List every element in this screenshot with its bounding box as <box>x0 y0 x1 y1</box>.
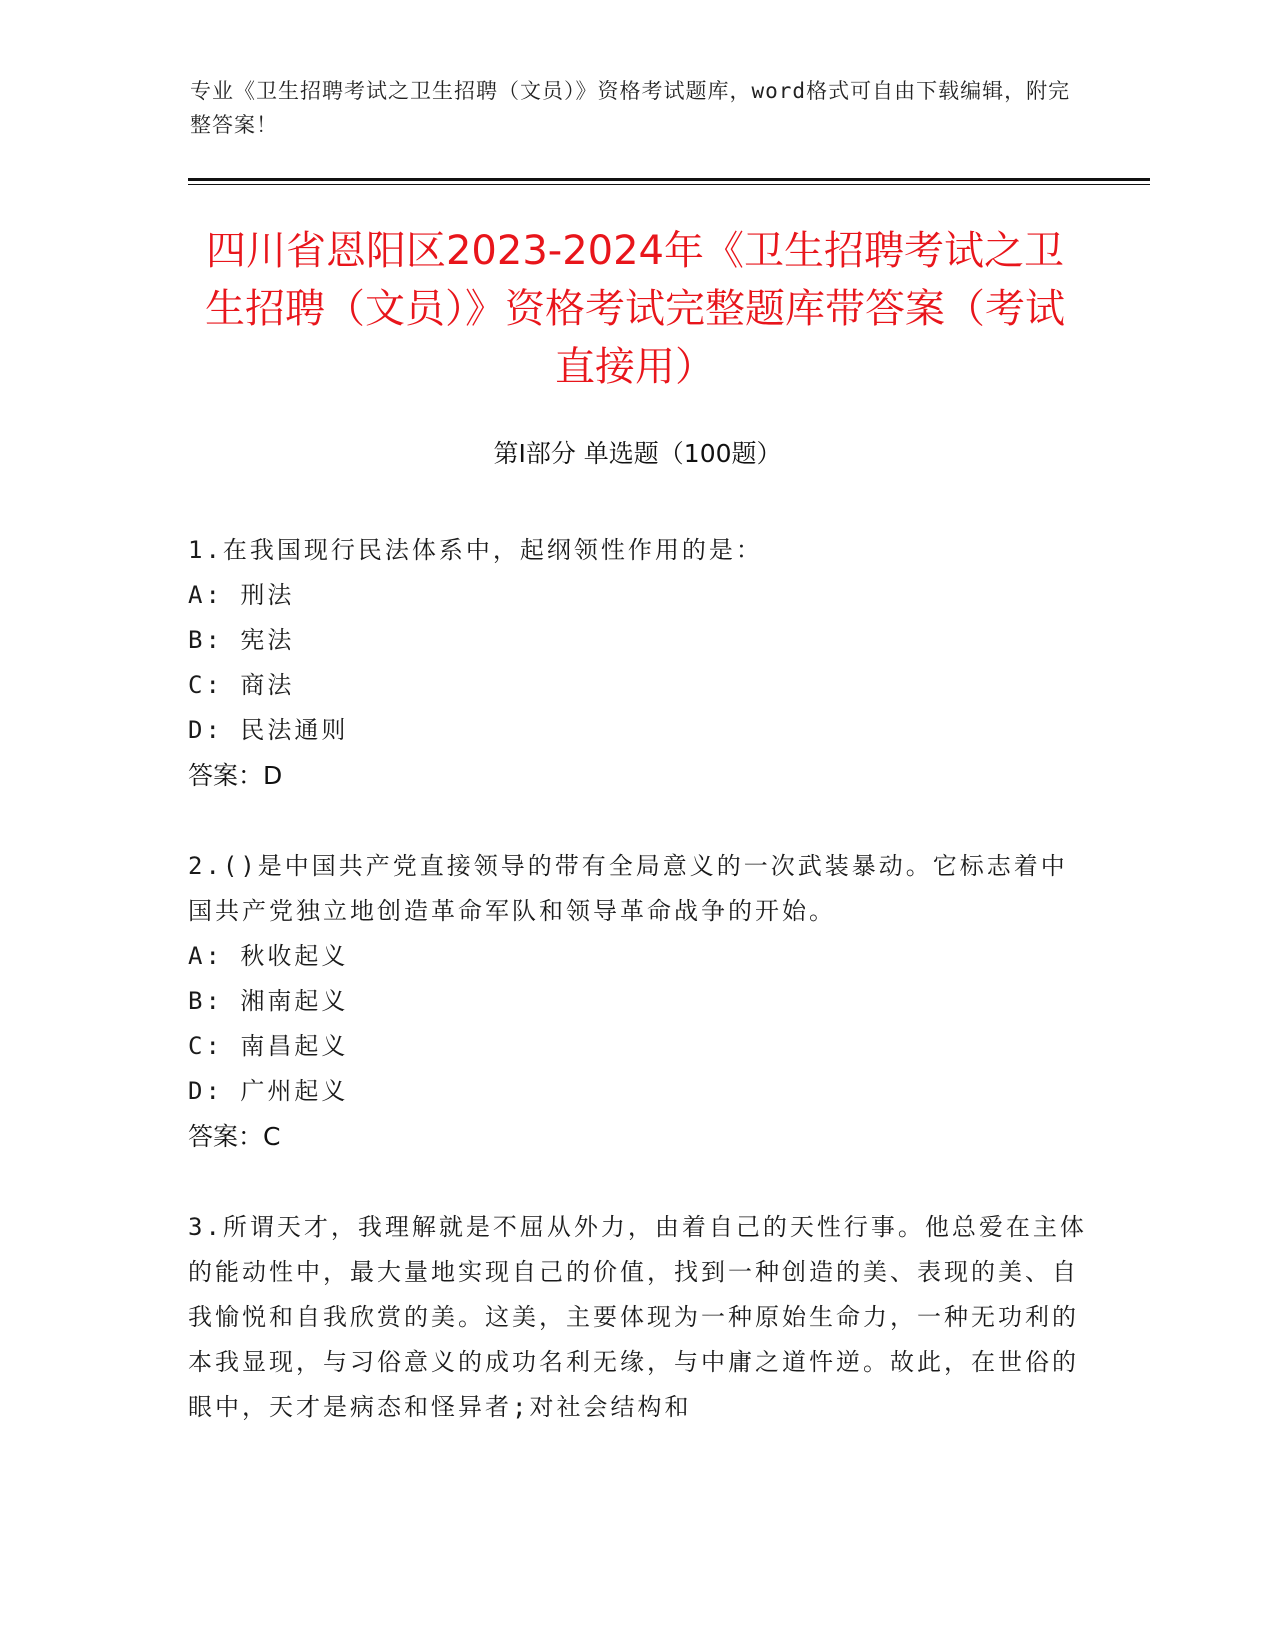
question-list <box>188 528 1088 1430</box>
question-option-b: B: 湘南起义 <box>188 987 349 1015</box>
header-note: 专业《卫生招聘考试之卫生招聘（文员）》资格考试题库，word格式可自由下载编辑，附完整答案！ <box>190 79 1071 137</box>
document-title: 四川省恩阳区2023-2024年《卫生招聘考试之卫生招聘（文员）》资格考试完整题库带答案（考试直接用） <box>205 228 1065 390</box>
question-stem: 2.()是中国共产党直接领导的带有全局意义的一次武装暴动。它标志着中国共产党独立地创造革命军队和领导革命战争的开始。 <box>188 852 1068 925</box>
question-item <box>188 1205 1088 1430</box>
question-item <box>188 528 1088 798</box>
question-option-d: D: 民法通则 <box>188 716 349 744</box>
section-title: 第I部分 单选题（100题） <box>493 439 782 468</box>
question-option-a: A: 刑法 <box>188 581 295 609</box>
question-option-c: C: 南昌起义 <box>188 1032 349 1060</box>
question-option-b: B: 宪法 <box>188 626 295 654</box>
question-item <box>188 844 1088 1159</box>
question-option-d: D: 广州起义 <box>188 1077 349 1105</box>
question-option-c: C: 商法 <box>188 671 295 699</box>
header-rule-thick <box>188 178 1150 181</box>
question-stem: 1.在我国现行民法体系中，起纲领性作用的是： <box>188 536 763 564</box>
question-answer: 答案：D <box>188 761 283 790</box>
question-answer: 答案：C <box>188 1122 281 1151</box>
question-stem: 3.所谓天才，我理解就是不屈从外力，由着自己的天性行事。他总爱在主体的能动性中，最大量地实现自己的价值，找到一种创造的美、表现的美、自我愉悦和自我欣赏的美。这美，主要体现为一种原始生命力，一种无功利的本我显现，与习俗意义的成功名利无缘，与中庸之道忤逆。故此，在世俗的眼中，天才是病态和怪异者;对社会结构和 <box>188 1213 1087 1421</box>
header-rule-thin <box>188 184 1150 185</box>
question-option-a: A: 秋收起义 <box>188 942 349 970</box>
